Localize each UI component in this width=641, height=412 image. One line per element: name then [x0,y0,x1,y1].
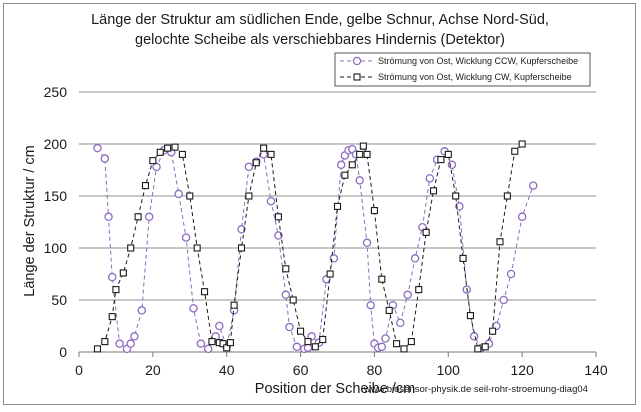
data-point [500,296,507,303]
data-point [127,340,134,347]
data-point [482,344,488,350]
data-point [423,229,429,235]
data-point [116,340,123,347]
axis-ticks [44,84,608,378]
data-point [182,234,189,241]
data-point [153,163,160,170]
data-point [397,319,404,326]
x-tick-label: 60 [292,362,309,378]
data-point [120,270,126,276]
data-point [338,161,345,168]
data-point [411,255,418,262]
data-point [382,335,389,342]
data-point [194,245,200,251]
data-point [305,339,311,345]
data-point [209,339,215,345]
data-point [172,144,178,150]
legend-marker-cw [354,74,360,80]
chart-title-line-1: Länge der Struktur am südlichen Ende, gelbe Schnur, Achse Nord-Süd, [91,12,549,28]
legend-label-ccw: Strömung von Ost, Wicklung CCW, Kupferscheibe [378,56,579,66]
chart-title-line-2: gelochte Scheibe als verschiebbares Hindernis (Detektor) [135,32,505,48]
data-point [445,151,451,157]
data-point [216,322,223,329]
data-point [268,151,274,157]
x-tick-label: 40 [218,362,235,378]
data-point [131,333,138,340]
data-point [261,145,267,151]
data-point [335,203,341,209]
data-point [497,239,503,245]
data-point [298,328,304,334]
data-point [197,340,204,347]
x-tick-label: 140 [584,362,608,378]
data-point [504,193,510,199]
data-point [467,313,473,319]
data-point [227,340,233,346]
y-tick-label: 0 [59,344,67,360]
data-point [519,213,526,220]
data-point [460,255,466,261]
data-point [157,149,163,155]
y-tick-label: 100 [43,240,67,256]
y-tick-label: 200 [43,136,67,152]
data-point [408,339,414,345]
data-point [231,302,237,308]
data-point [135,214,141,220]
x-axis-label: Position der Scheibe /cm [254,381,416,397]
data-point [530,182,537,189]
series-line [98,144,523,349]
y-tick-label: 150 [43,188,67,204]
data-point [190,305,197,312]
data-point [109,314,115,320]
data-point [128,245,134,251]
data-point [238,245,244,251]
source-credit: www.biosensor-physik.de seil-rohr-stroemung-diag04 [364,384,588,395]
x-tick-label: 0 [75,362,83,378]
x-tick-label: 20 [145,362,161,378]
data-point [275,214,281,220]
data-point [142,183,148,189]
x-tick-label: 120 [510,362,534,378]
data-point [283,266,289,272]
data-point [253,160,259,166]
data-point [267,198,274,205]
data-point [304,344,311,351]
data-point [179,151,185,157]
data-point [290,297,296,303]
data-point [105,213,112,220]
data-point [519,141,525,147]
series-0 [94,145,537,353]
data-point [245,163,252,170]
data-point [202,289,208,295]
data-point [404,291,411,298]
data-point [293,343,300,350]
y-tick-label: 250 [43,84,67,100]
data-point [431,188,437,194]
data-point [113,287,119,293]
data-point [102,339,108,345]
data-point [94,346,100,352]
data-point [357,151,363,157]
y-tick-label: 50 [51,292,67,308]
data-point [363,239,370,246]
series-layer [94,141,537,352]
data-point [101,155,108,162]
y-axis-label: Länge der Struktur / cm [22,145,38,297]
data-point [138,307,145,314]
data-point [426,175,433,182]
data-point [175,190,182,197]
data-point [246,193,252,199]
data-point [150,158,156,164]
data-point [438,157,444,163]
data-point [448,161,455,168]
data-point [512,148,518,154]
gridlines [79,92,596,352]
data-point [205,345,212,352]
data-point [165,145,171,151]
data-point [320,337,326,343]
data-point [379,276,385,282]
data-point [356,177,363,184]
data-point [490,328,496,334]
data-point [312,344,318,350]
series-1 [94,141,525,352]
data-point [401,346,407,352]
legend-label-cw: Strömung von Ost, Wicklung CW, Kupferscheibe [378,72,572,82]
data-point [453,193,459,199]
data-point [386,307,392,313]
data-point [394,341,400,347]
data-point [367,302,374,309]
data-point [342,172,348,178]
legend-marker-ccw [353,57,360,64]
data-point [146,213,153,220]
data-point [371,208,377,214]
data-point [349,162,355,168]
legend [335,53,590,86]
data-point [109,274,116,281]
x-tick-label: 100 [436,362,460,378]
data-point [416,287,422,293]
data-point [187,193,193,199]
data-point [282,291,289,298]
data-point [475,346,481,352]
x-tick-label: 80 [366,362,383,378]
data-point [327,271,333,277]
data-point [260,151,267,158]
data-point [364,151,370,157]
data-point [507,270,514,277]
data-point [94,145,101,152]
data-point [471,333,478,340]
data-point [286,323,293,330]
data-point [378,343,385,350]
data-point [360,143,366,149]
